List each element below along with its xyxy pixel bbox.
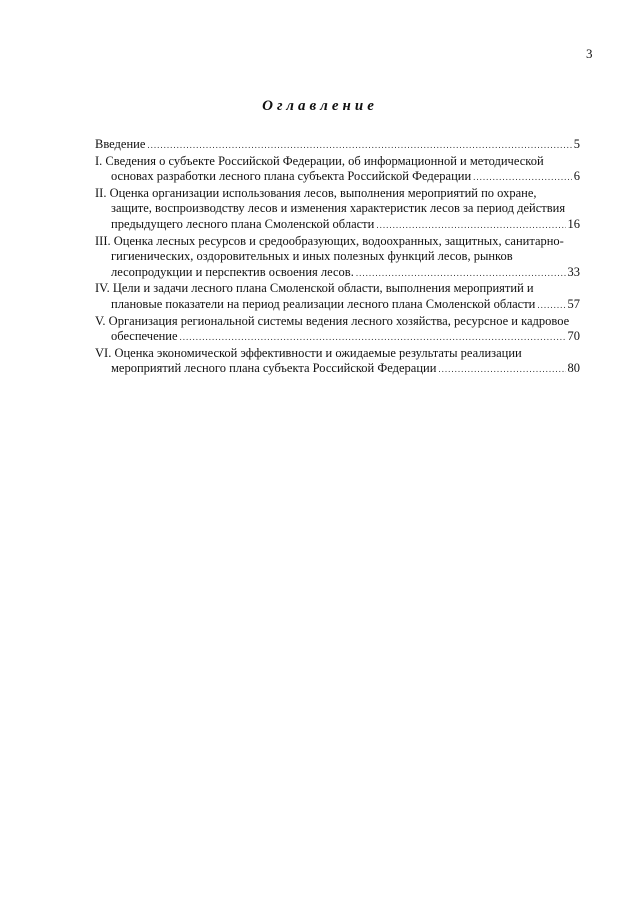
dot-leader	[180, 330, 566, 346]
toc-entry-text: III. Оценка лесных ресурсов и средообразующих, водоохранных, защитных, санитарно-	[95, 233, 564, 248]
dot-leader	[376, 218, 565, 234]
toc-page-number: 6	[573, 169, 580, 184]
toc-entry[interactable]	[95, 281, 580, 313]
toc-entry[interactable]	[95, 234, 580, 282]
toc-entry-text: гигиенических, оздоровительных и иных полезных функций лесов, рынков	[111, 249, 513, 264]
toc-entry-text: основах разработки лесного плана субъекта Российской Федерации	[111, 169, 472, 184]
toc-entry-text: плановые показатели на период реализации лесного плана Смоленской области	[111, 296, 536, 311]
toc-page-number: 80	[567, 361, 580, 376]
toc-page-number: 57	[567, 296, 580, 311]
toc-entry[interactable]	[95, 346, 580, 378]
dot-leader	[473, 170, 572, 186]
toc-entry-text: VI. Оценка экономической эффективности и ожидаемые результаты реализации	[95, 345, 522, 360]
toc-entry-text: мероприятий лесного плана субъекта Российской Федерации	[111, 361, 437, 376]
toc-page-number: 16	[567, 216, 580, 231]
toc-entry-text: IV. Цели и задачи лесного плана Смоленской области, выполнения мероприятий и	[95, 281, 534, 296]
toc-entry-text: V. Организация региональной системы ведения лесного хозяйства, ресурсное и кадровое	[95, 313, 570, 328]
toc-entry[interactable]	[95, 154, 580, 186]
toc-entry-text: Введение	[95, 137, 146, 151]
toc-entry[interactable]	[95, 137, 580, 154]
toc-entry-text: II. Оценка организации использования лесов, выполнения мероприятий по охране,	[95, 185, 537, 200]
dot-leader	[356, 266, 566, 282]
toc-title: Оглавление	[262, 98, 378, 114]
dot-leader	[147, 138, 571, 154]
toc-entry-text: I. Сведения о субъекте Российской Федерации, об информационной и методической	[95, 153, 544, 168]
toc-entry-text: защите, воспроизводству лесов и изменения характеристик лесов за период действия	[111, 201, 566, 216]
toc-page-number: 70	[567, 329, 580, 344]
dot-leader	[438, 362, 565, 378]
toc-entry[interactable]	[95, 314, 580, 346]
toc-entry[interactable]	[95, 186, 580, 234]
toc-entry-text: лесопродукции и перспектив освоения лесов.	[111, 264, 354, 279]
toc-page-number: 33	[567, 264, 580, 279]
toc-page-number: 5	[573, 137, 580, 151]
toc-entry-text: предыдущего лесного плана Смоленской области	[111, 216, 375, 231]
dot-leader	[537, 298, 565, 314]
table-of-contents	[95, 137, 580, 378]
toc-entry-text: обеспечение	[111, 329, 178, 344]
page-number: 3	[586, 46, 593, 61]
